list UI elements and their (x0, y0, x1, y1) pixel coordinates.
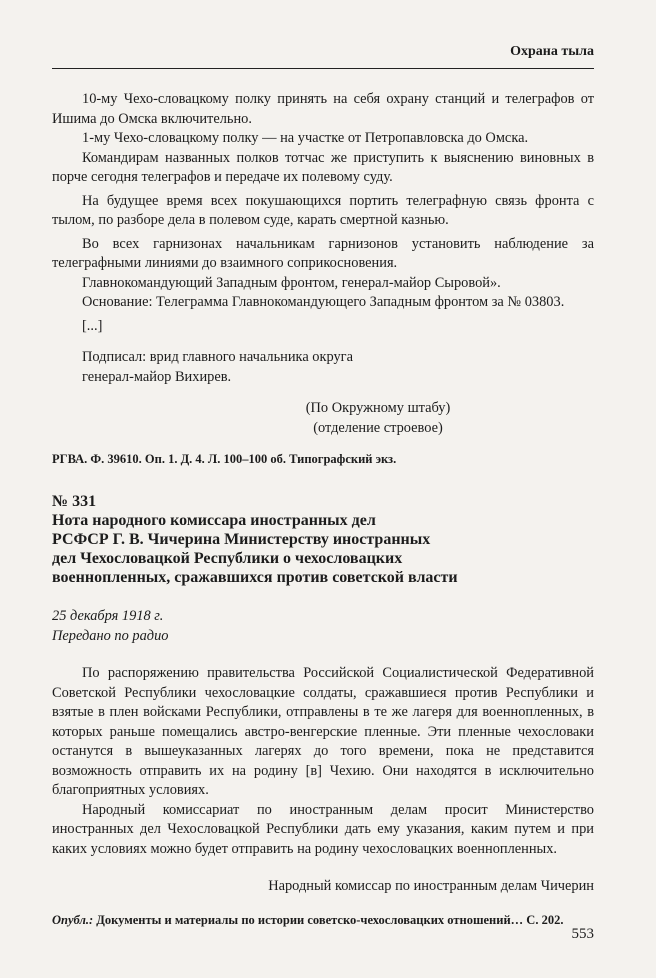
paragraph: 10-му Чехо-словацкому полку принять на себя охрану станций и телеграфов от Ишима до Омска включительно. (52, 91, 594, 127)
paragraph: Основание: Телеграмма Главнокомандующего Западным фронтом за № 03803. (82, 294, 565, 310)
running-head: Охрана тыла (510, 44, 594, 59)
title-line: РСФСР Г. В. Чичерина Министерству иностранных (52, 531, 431, 548)
document-date: 25 декабря 1918 г. (52, 608, 164, 624)
title-line: Нота народного комиссара иностранных дел (52, 512, 376, 529)
body-paragraph: По распоряжению правительства Российской Социалистической Федеративной Советской Республики чехословацкие солдаты, сражавшиеся против Республики и взятые в плен войсками Республики, отправлены в те же лагеря для военнопленных, в которых раньше помещались австро-венгерские пленные. Эти пленные чехословаки останутся в вышеуказанных лагерях до того времени, пока не представится возможность отправить их на родину [в] Чехию. Они находятся в исключительно благоприятных условиях. (52, 665, 594, 798)
publication-note (52, 911, 594, 931)
signed-line-2: генерал-майор Вихирев. (82, 368, 232, 385)
stamp-line-2: (отделение строевое) (313, 419, 443, 436)
title-line: дел Чехословацкой Республики о чехословацких (52, 550, 403, 567)
header-rule (52, 68, 594, 69)
paragraph: Главнокомандующий Западным фронтом, генерал-майор Сыровой». (82, 274, 501, 291)
document-title (52, 511, 594, 587)
paragraph: На будущее время всех покушающихся портить телеграфную связь фронта с тылом, по разборе дела в полевом суде, карать смертной казнью. (52, 192, 594, 228)
publication-label: Опубл.: (52, 912, 94, 927)
archive-reference: РГВА. Ф. 39610. Оп. 1. Д. 4. Л. 100–100 об. Типографский экз. (52, 452, 397, 466)
page-number: 553 (571, 926, 594, 942)
body-paragraph: Народный комиссариат по иностранным делам просит Министерство иностранных дел Чехословацкой Республики дать ему указания, каким путем и при каких условиях можно будет отправить на родину чехословацких военнопленных. (52, 801, 594, 857)
stamp-block (52, 399, 594, 438)
paragraph: Командирам названных полков тотчас же приступить к выяснению виновных в порче сегодня телеграфов и передаче их полевому суду. (52, 149, 594, 185)
ellipsis: [...] (82, 317, 103, 334)
title-line: военнопленных, сражавшихся против советской власти (52, 569, 458, 586)
signature: Народный комиссар по иностранным делам Чичерин (268, 878, 594, 894)
paragraph: 1-му Чехо-словацкому полку — на участке от Петропавловска до Омска. (82, 130, 529, 146)
document-number: № 331 (52, 492, 97, 510)
paragraph: Во всех гарнизонах начальникам гарнизонов установить наблюдение за телеграфными линиями до взаимного соприкосновения. (52, 235, 594, 271)
stamp-line-1: (По Окружному штабу) (305, 400, 451, 416)
signed-line-1: Подписал: врид главного начальника округа (82, 349, 353, 365)
transmission-note: Передано по радио (52, 627, 169, 644)
publication-text: Документы и материалы по истории советско-чехословацких отношений… С. 202. (93, 912, 564, 927)
page-content (52, 90, 594, 930)
